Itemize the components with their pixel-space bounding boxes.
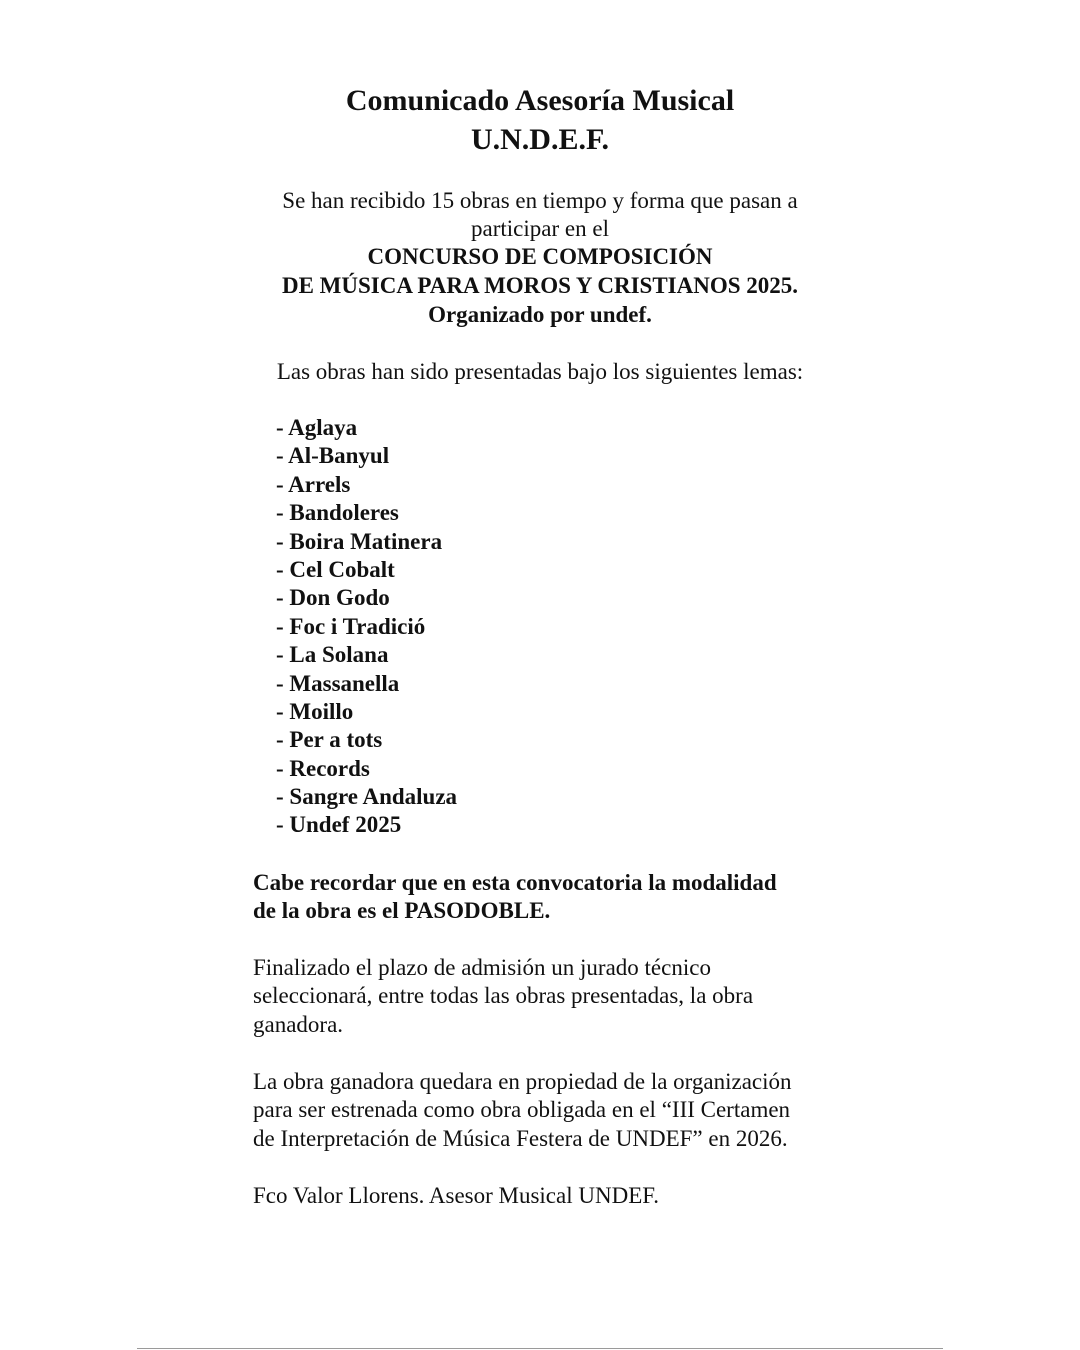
list-item: - Records <box>276 755 370 781</box>
list-item: - Massanella <box>276 670 400 696</box>
lemas-heading: Las obras han sido presentadas bajo los siguientes lemas: <box>276 359 804 384</box>
list-item: - Boira Matinera <box>276 528 443 554</box>
list-item: - Sangre Andaluza <box>276 784 458 810</box>
list-item: - Per a tots <box>276 727 383 753</box>
list-item: - Cel Cobalt <box>276 556 395 582</box>
organization-name: U.N.D.E.F. <box>470 123 610 156</box>
jury-line: seleccionará, entre todas las obras presentadas, la obra <box>253 983 754 1009</box>
list-item: - Foc i Tradició <box>276 613 426 639</box>
prize-paragraph <box>253 1068 792 1153</box>
signature: Fco Valor Llorens. Asesor Musical UNDEF. <box>253 1183 659 1208</box>
list-item: - Undef 2025 <box>276 812 402 838</box>
intro-line: Se han recibido 15 obras en tiempo y forma que pasan a <box>282 188 798 213</box>
list-item: - Bandoleres <box>276 500 399 526</box>
reminder-line: Cabe recordar que en esta convocatoria la modalidad <box>253 870 777 895</box>
prize-line: La obra ganadora quedara en propiedad de la organización <box>253 1069 792 1094</box>
list-item: - Don Godo <box>276 585 390 611</box>
reminder-paragraph <box>253 869 777 926</box>
jury-paragraph <box>253 954 753 1039</box>
list-item: - Arrels <box>276 471 351 497</box>
contest-name-line: DE MÚSICA PARA MOROS Y CRISTIANOS 2025. <box>281 273 799 298</box>
organizer-line: Organizado por undef. <box>428 302 652 327</box>
document-title: Comunicado Asesoría Musical <box>345 84 735 117</box>
prize-line: para ser estrenada como obra obligada en el “III Certamen <box>253 1097 791 1123</box>
reminder-line: de la obra es el PASODOBLE. <box>253 898 551 924</box>
jury-line: ganadora. <box>253 1011 344 1037</box>
list-item: - Al-Banyul <box>276 443 390 469</box>
list-item: - Aglaya <box>276 415 358 440</box>
bottom-divider <box>137 1348 943 1349</box>
intro-line: participar en el <box>471 216 609 241</box>
list-item: - Moillo <box>276 698 354 724</box>
lemas-list <box>276 414 457 840</box>
prize-line: de Interpretación de Música Festera de UNDEF” en 2026. <box>253 1125 788 1151</box>
contest-name-line: CONCURSO DE COMPOSICIÓN <box>367 244 713 269</box>
list-item: - La Solana <box>276 642 389 668</box>
jury-line: Finalizado el plazo de admisión un jurado técnico <box>253 955 711 980</box>
